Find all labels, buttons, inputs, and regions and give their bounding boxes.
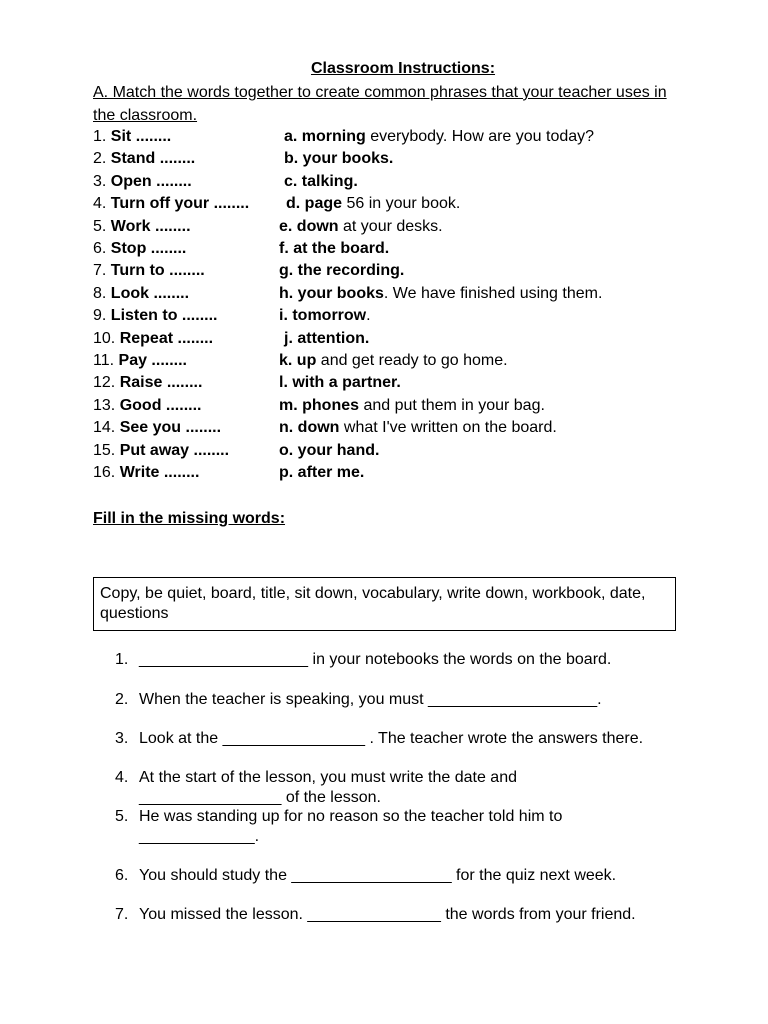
matching-row (93, 441, 380, 464)
phrase-ending-bold: l. with a partner. (279, 374, 401, 392)
matching-row (93, 240, 390, 262)
phrase-ending-bold: o. your hand. (279, 441, 380, 459)
phrase-start: Put away ........ (119, 441, 230, 459)
row-number: 10. (93, 329, 116, 347)
row-number: 3. (93, 172, 107, 190)
row-number: 9. (93, 307, 107, 325)
question-number: 6. (115, 867, 129, 884)
phrase-start: Pay ........ (118, 352, 187, 369)
phrase-ending (284, 330, 369, 348)
phrase-ending (284, 150, 393, 168)
phrase-start: See you ........ (119, 419, 222, 437)
matching-row (93, 464, 365, 486)
phrase-ending (286, 195, 460, 213)
matching-row (93, 419, 557, 441)
phrase-start: Work ........ (110, 217, 191, 235)
worksheet-title: Classroom Instructions: (310, 60, 496, 77)
phrase-ending-bold: j. attention. (284, 329, 370, 347)
question-item (115, 690, 602, 710)
matching-row (93, 307, 371, 329)
phrase-start: Stop ........ (110, 240, 187, 257)
matching-row (93, 128, 595, 150)
phrase-start: Sit ........ (110, 128, 172, 145)
matching-row (93, 150, 394, 172)
phrase-ending (284, 173, 358, 191)
matching-row (93, 374, 401, 396)
phrase-ending-bold: n. down (279, 419, 340, 437)
question-item (115, 807, 562, 847)
row-number: 1. (93, 128, 107, 145)
question-number: 2. (115, 691, 129, 708)
section-b-heading: Fill in the missing words: (93, 510, 286, 527)
row-number: 8. (93, 284, 107, 302)
question-text: You should study the __________________ for the quiz next week. (139, 867, 617, 884)
row-number: 6. (93, 240, 107, 257)
phrase-ending (279, 285, 602, 303)
question-text: You missed the lesson. _______________ the words from your friend. (139, 906, 636, 923)
phrase-ending-bold: m. phones (279, 396, 360, 414)
question-item (115, 650, 611, 670)
row-number: 2. (93, 150, 107, 168)
phrase-ending (279, 464, 364, 482)
matching-row (93, 329, 370, 352)
phrase-ending (279, 374, 401, 392)
phrase-ending (279, 352, 508, 370)
question-text: Look at the ________________ . The teacher wrote the answers there. (139, 730, 644, 747)
question-item (115, 768, 517, 808)
word-bank-box: Copy, be quiet, board, title, sit down, vocabulary, write down, workbook, date, questions (93, 577, 676, 631)
phrase-ending (284, 128, 594, 146)
phrase-ending-bold: g. the recording. (279, 262, 405, 280)
question-text: He was standing up for no reason so the teacher told him to (139, 808, 563, 825)
question-text: When the teacher is speaking, you must ___________________. (139, 691, 602, 708)
phrase-ending-bold: b. your books. (284, 150, 394, 168)
phrase-start: Turn to ........ (110, 262, 205, 280)
row-number: 16. (93, 464, 116, 481)
matching-row (93, 217, 443, 240)
phrase-ending (279, 397, 545, 415)
question-text: At the start of the lesson, you must write the date and (139, 769, 517, 786)
matching-row (93, 352, 508, 374)
phrase-start: Look ........ (110, 284, 190, 302)
phrase-start: Repeat ........ (119, 329, 214, 347)
phrase-start: Write ........ (119, 464, 200, 481)
row-number: 14. (93, 419, 116, 437)
phrase-ending-rest: what I've written on the board. (339, 419, 557, 437)
phrase-start: Listen to ........ (110, 307, 218, 325)
row-number: 15. (93, 441, 116, 459)
matching-row (93, 195, 461, 217)
phrase-ending-bold: c. talking. (284, 172, 358, 190)
matching-row (93, 284, 603, 307)
row-number: 11. (93, 352, 115, 369)
row-number: 7. (93, 262, 107, 280)
phrase-ending (279, 218, 443, 236)
phrase-ending-bold: p. after me. (279, 464, 365, 481)
section-a-instruction: A. Match the words together to create common phrases that your teacher uses in the classroom. (93, 84, 667, 124)
phrase-ending (279, 307, 371, 325)
question-item (115, 905, 636, 925)
question-number: 5. (115, 808, 129, 825)
row-number: 12. (93, 374, 116, 392)
phrase-ending-bold: i. tomorrow (279, 307, 367, 325)
matching-row (93, 172, 358, 195)
phrase-ending-bold: h. your books (279, 284, 384, 302)
phrase-start: Open ........ (110, 172, 192, 190)
phrase-ending-bold: a. morning (284, 128, 366, 145)
question-text-continued: ________________ of the lesson. (139, 789, 381, 806)
question-text-continued: _____________. (139, 828, 260, 845)
phrase-ending-rest: . (366, 307, 371, 325)
phrase-ending-rest: 56 in your book. (342, 195, 461, 213)
phrase-ending-rest: at your desks. (338, 217, 443, 235)
row-number: 5. (93, 217, 107, 235)
phrase-start: Stand ........ (110, 150, 196, 168)
phrase-start: Raise ........ (119, 374, 203, 392)
matching-row (93, 396, 545, 419)
phrase-ending-bold: d. page (286, 195, 343, 213)
question-number: 7. (115, 906, 129, 923)
phrase-ending (279, 262, 404, 280)
question-item (115, 729, 643, 749)
phrase-ending-bold: f. at the board. (279, 240, 390, 257)
phrase-ending (279, 419, 557, 437)
phrase-start: Good ........ (119, 396, 202, 414)
question-number: 4. (115, 769, 129, 786)
row-number: 4. (93, 195, 107, 213)
question-item (115, 866, 616, 886)
question-text: ___________________ in your notebooks the words on the board. (139, 651, 612, 668)
phrase-ending-bold: e. down (279, 217, 339, 235)
question-number: 1. (115, 651, 129, 668)
phrase-ending-bold: k. up (279, 352, 317, 369)
phrase-ending-rest: and put them in your bag. (359, 396, 545, 414)
question-number: 3. (115, 730, 129, 747)
phrase-ending-rest: and get ready to go home. (316, 352, 508, 369)
row-number: 13. (93, 396, 116, 414)
phrase-ending-rest: everybody. How are you today? (365, 128, 595, 145)
phrase-start: Turn off your ........ (110, 195, 250, 213)
phrase-ending (279, 240, 389, 258)
phrase-ending (279, 442, 379, 460)
phrase-ending-rest: . We have finished using them. (383, 284, 603, 302)
matching-row (93, 262, 405, 284)
